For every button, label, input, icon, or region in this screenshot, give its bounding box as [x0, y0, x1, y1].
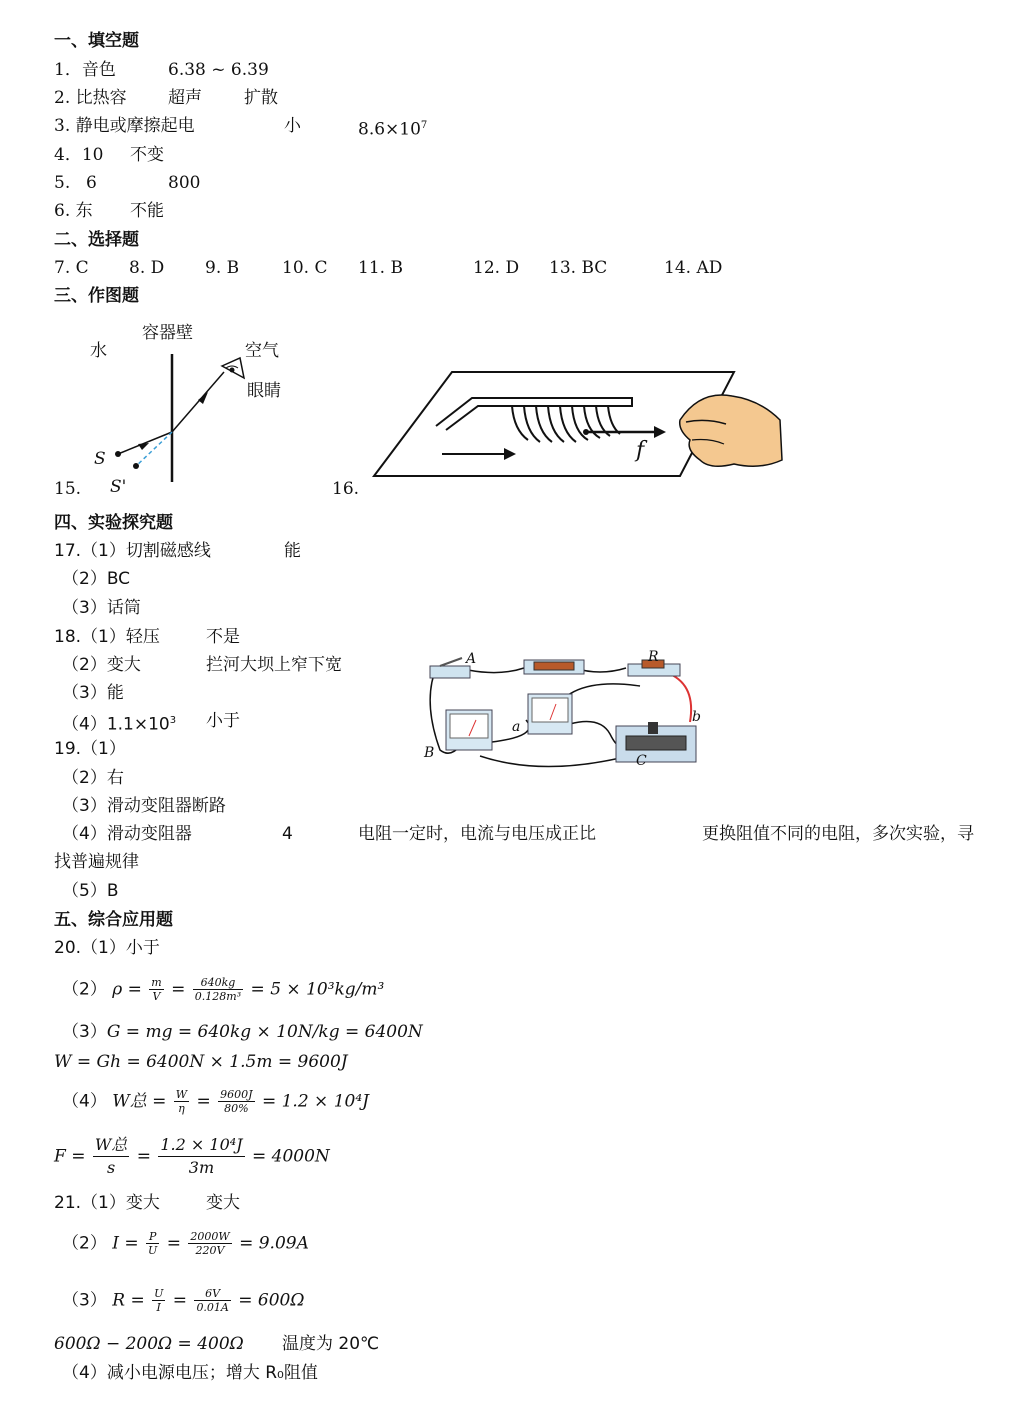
- choice-12: 12. D: [473, 258, 520, 278]
- answer-6: 6. 东 不能: [54, 201, 164, 221]
- answer-20-4-force: F = W总 s = $\frac{\text{1.2 × 10⁴J}}{3m}$ = 4000N: [54, 1135, 330, 1177]
- answer-19-3: （3）滑动变阻器断路: [62, 796, 226, 816]
- answer-21-2: （2） I = $\frac{P}{U}$ = $\frac{2000W}{220V}$ = 9.09A: [62, 1230, 309, 1257]
- choice-7: 7. C: [54, 258, 89, 278]
- section-experiment-title: 四、实验探究题: [54, 513, 173, 533]
- answer-20-1: 20.（1）小于: [54, 938, 160, 958]
- answer-21-3-work: 600Ω − 200Ω = 400Ω 温度为 20℃: [54, 1334, 380, 1354]
- label-s: S: [94, 449, 106, 469]
- circuit-label-b-lower: b: [692, 709, 701, 725]
- answer-19-4: （4）滑动变阻器 4 电阻一定时，电流与电压成正比 更换阻值不同的电阻，多次实验，寻: [62, 824, 974, 844]
- circuit-label-a-lower: a: [512, 719, 521, 735]
- answer-20-3-work: W = Gh = 6400N × 1.5m = 9600J: [54, 1052, 348, 1072]
- section-drawing-title: 三、作图题: [54, 286, 139, 306]
- figure-circuit: [420, 646, 710, 770]
- label-container-wall: 容器壁: [142, 323, 193, 343]
- answer-18-2: （2）变大 拦河大坝上窄下宽: [62, 655, 342, 675]
- answer-19-4-cont: 找普遍规律: [54, 852, 139, 872]
- answer-18-3: （3）能: [62, 683, 124, 703]
- choice-10: 10. C: [282, 258, 328, 278]
- label-air: 空气: [245, 341, 279, 361]
- label-s-prime: S': [110, 477, 127, 497]
- answer-4: 4．10 不变: [54, 145, 164, 165]
- rheostat-icon: [616, 722, 696, 762]
- circuit-label-b-upper: B: [424, 745, 435, 761]
- choice-14: 14. AD: [664, 258, 723, 278]
- eye-icon: [222, 358, 244, 378]
- answer-19-1: 19.（1）: [54, 739, 126, 759]
- answer-21-4: （4）减小电源电压；增大 R₀阻值: [62, 1363, 318, 1383]
- label-force-f: f: [636, 438, 645, 463]
- figure-16-label: 16.: [332, 479, 360, 499]
- figure-16-friction: [360, 360, 800, 490]
- section-application-title: 五、综合应用题: [54, 910, 173, 930]
- answer-3: 3. 静电或摩擦起电 小 $8.6\times 10^7$: [54, 116, 428, 140]
- answer-18-4: $(4)1.1\times 10^3$ 小于: [62, 711, 240, 735]
- section-fill-blank-title: 一、填空题: [54, 31, 139, 51]
- ammeter-icon: [528, 694, 572, 734]
- voltmeter-icon: [446, 710, 492, 750]
- choice-8: 8. D: [129, 258, 165, 278]
- choice-9: 9. B: [205, 258, 240, 278]
- label-water: 水: [90, 341, 107, 361]
- choice-11: 11. B: [358, 258, 403, 278]
- circuit-label-r: R: [648, 649, 659, 665]
- circuit-label-c: C: [636, 753, 647, 769]
- label-eye: 眼睛: [247, 381, 281, 401]
- answer-20-4: （4） W总 = $\frac{W}{\eta}$ = $\frac{9600J}{80\%}$ = 1.2 × 10⁴J: [62, 1088, 369, 1115]
- answer-20-2: （2） ρ = $\frac{m}{V}$ = $\frac{640kg}{\text{0.128m³}}$ = 5 × 10³kg/m³: [62, 976, 385, 1003]
- answer-2: 2. 比热容 超声 扩散: [54, 88, 278, 108]
- choice-13: 13. BC: [549, 258, 608, 278]
- battery-icon: [524, 660, 584, 674]
- answer-18-1: 18.（1）轻压 不是: [54, 627, 240, 647]
- answer-21-3: （3） R = $\frac{U}{I}$ = $\frac{6V}{0.01A}$ = 600Ω: [62, 1287, 305, 1314]
- answer-1: 1．音色 6.38 ~ 6.39: [54, 60, 269, 80]
- answer-20-3: （3）G = mg = 640kg × 10N/kg = 6400N: [62, 1022, 423, 1042]
- hand-icon: [680, 395, 782, 466]
- switch-icon: [430, 658, 470, 678]
- answer-5: 5. 6 800: [54, 173, 201, 193]
- answer-17-2: （2）BC: [62, 569, 131, 589]
- circuit-label-a-upper: A: [466, 651, 477, 667]
- answer-19-5: （5）B: [62, 881, 119, 901]
- answer-21-1: 21.（1）变大 变大: [54, 1193, 240, 1213]
- answer-17-3: （3）话筒: [62, 598, 141, 618]
- figure-15-label: 15.: [54, 479, 82, 499]
- answer-19-2: （2）右: [62, 768, 124, 788]
- section-choice-title: 二、选择题: [54, 230, 139, 250]
- answer-17-1: 17.（1）切割磁感线 能: [54, 541, 301, 561]
